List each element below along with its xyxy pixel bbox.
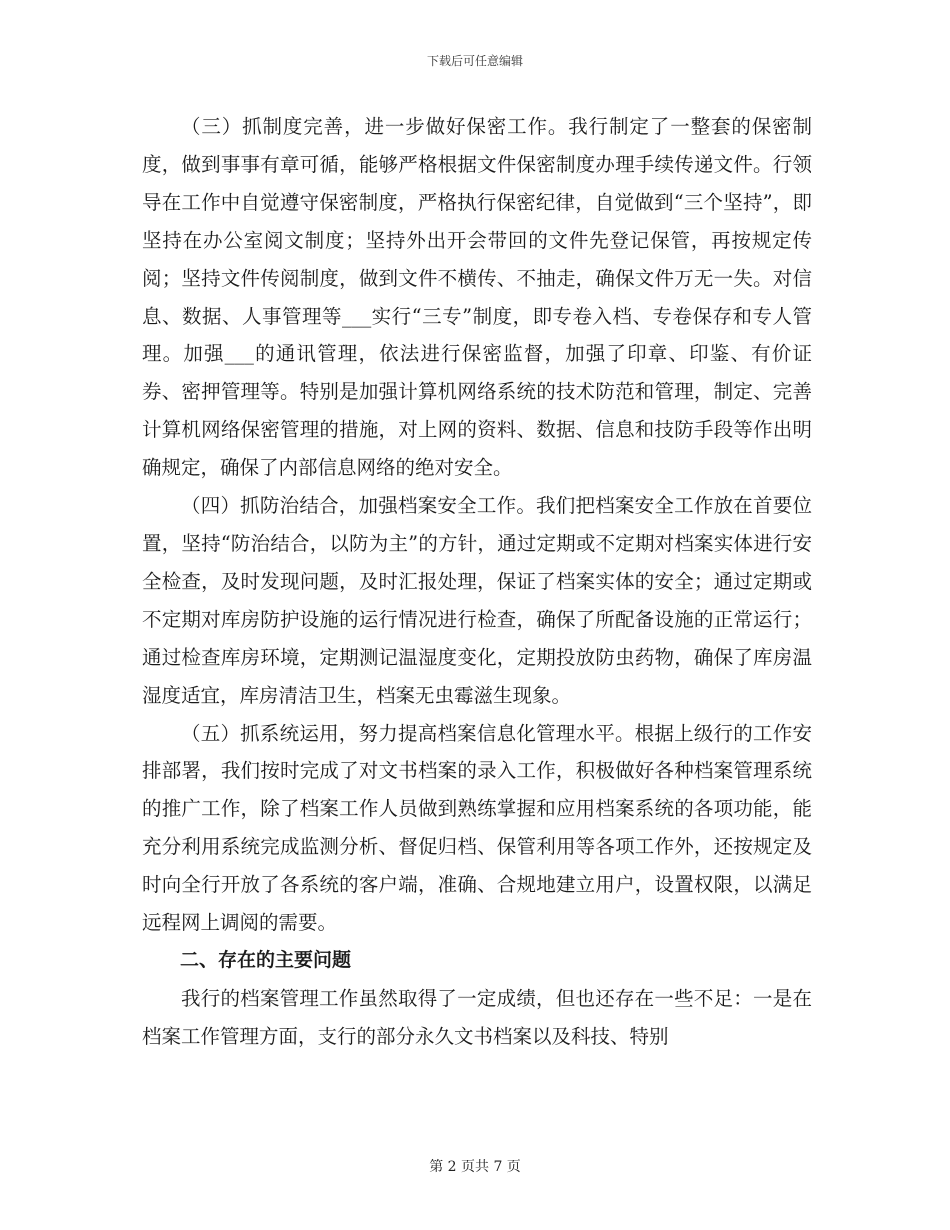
page-number: 第 2 页共 7 页 (429, 1159, 521, 1175)
section-heading-problems: 二、存在的主要问题 (180, 948, 352, 971)
paragraph-section-5: （五）抓系统运用，努力提高档案信息化管理水平。根据上级行的工作安排部署，我们按时完成了对文书档案的录入工作，积极做好各种档案管理系统的推广工作，除了档案工作人员做到熟练掌握和应用档案系统的各项功能，能充分利用系统完成监测分析、督促归档、保管利用等各项工作外，还按规定及时向全行开放了各系统的客户端，准确、合规地建立用户，设置权限，以满足远程网上调阅的需要。 (142, 721, 812, 935)
document-body (142, 108, 812, 1056)
page-header: 下载后可任意编辑 (426, 54, 523, 68)
paragraph-section-4: （四）抓防治结合，加强档案安全工作。我们把档案安全工作放在首要位置，坚持“防治结合，以防为主”的方针，通过定期或不定期对档案实体进行安全检查，及时发现问题，及时汇报处理，保证了档案实体的安全；通过定期或不定期对库房防护设施的运行情况进行检查，确保了所配备设施的正常运行；通过检查库房环境，定期测记温湿度变化，定期投放防虫药物，确保了库房温湿度适宜，库房清洁卫生，档案无虫霉滋生现象。 (142, 494, 812, 707)
paragraph-section-3: （三）抓制度完善，进一步做好保密工作。我行制定了一整套的保密制度，做到事事有章可循，能够严格根据文件保密制度办理手续传递文件。行领导在工作中自觉遵守保密制度，严格执行保密纪律，自觉做到“三个坚持”，即坚持在办公室阅文制度；坚持外出开会带回的文件先登记保管，再按规定传阅；坚持文件传阅制度，做到文件不横传、不抽走，确保文件万无一失。对信息、数据、人事管理等___实行“三专”制度，即专卷入档、专卷保存和专人管理。加强___的通讯管理，依法进行保密监督，加强了印章、印鉴、有价证券、密押管理等。特别是加强计算机网络系统的技术防范和管理，制定、完善计算机网络保密管理的措施，对上网的资料、数据、信息和技防手段等作出明确规定，确保了内部信息网络的绝对安全。 (142, 115, 812, 480)
paragraph-problems: 我行的档案管理工作虽然取得了一定成绩，但也还存在一些不足：一是在档案工作管理方面，支行的部分永久文书档案以及科技、特别 (142, 986, 812, 1048)
